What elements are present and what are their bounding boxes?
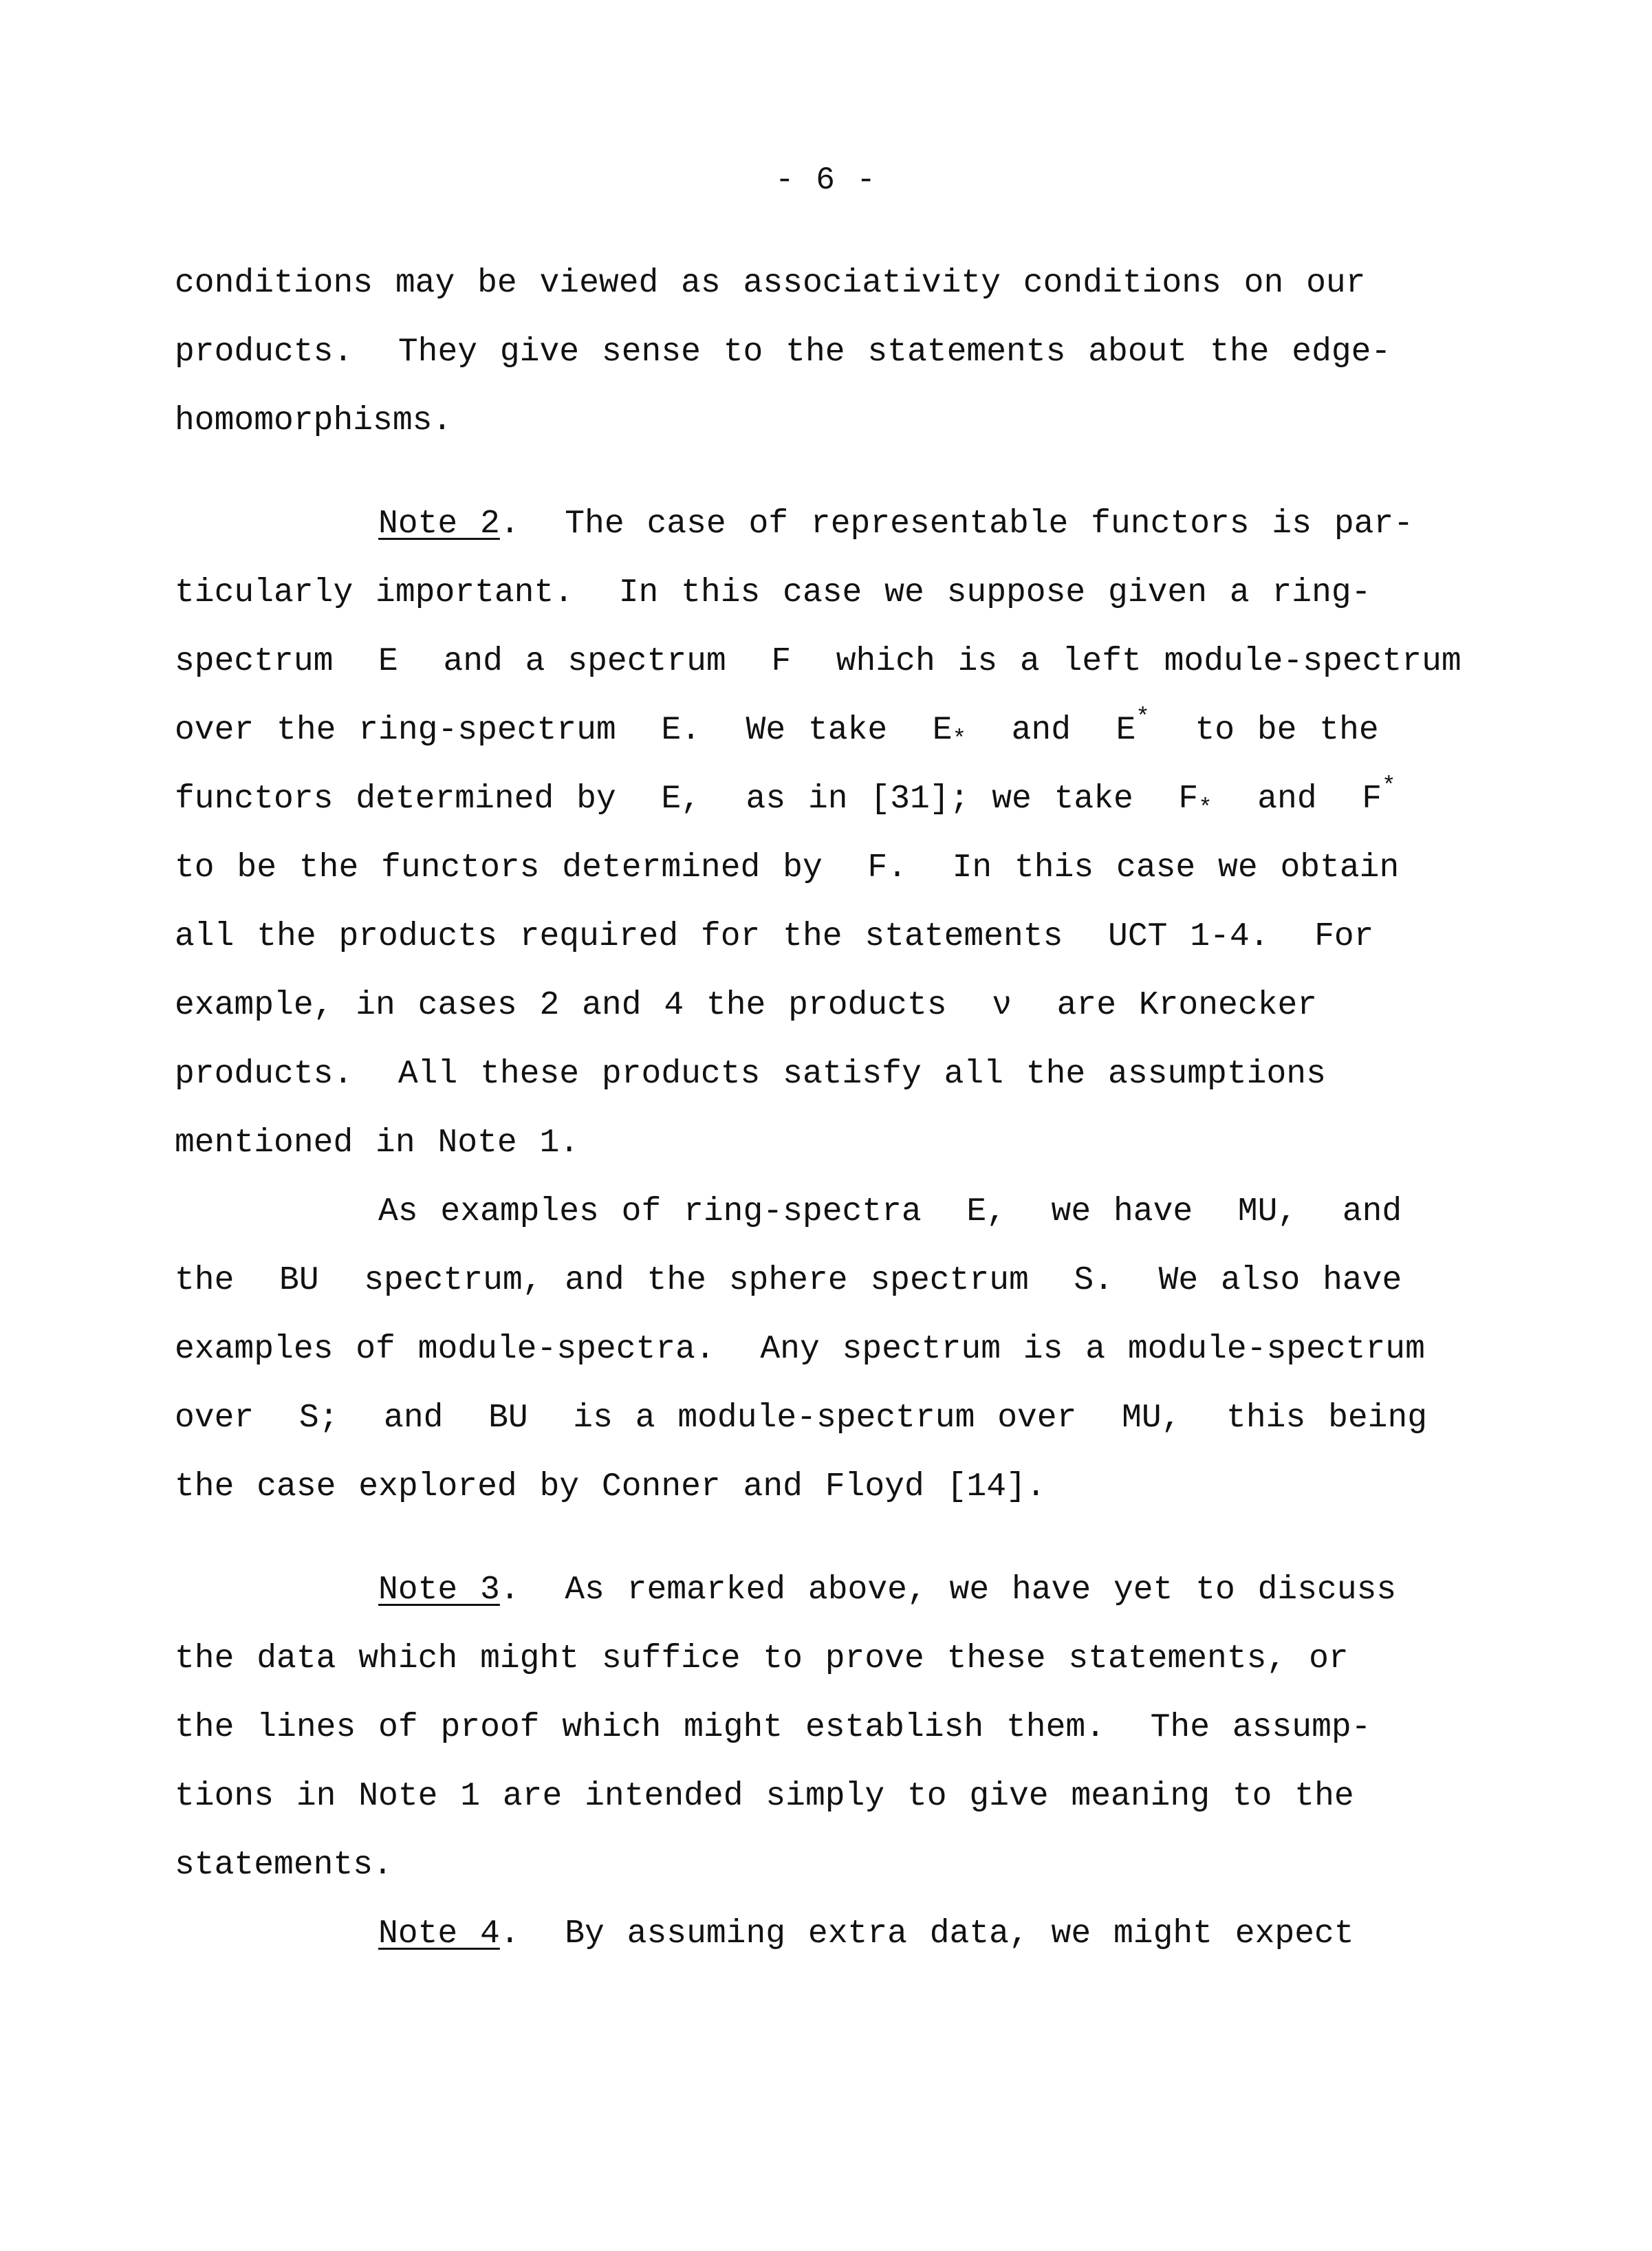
note-4-text: . By assuming extra data, we might expect	[499, 1915, 1354, 1953]
text-span: and E	[966, 712, 1136, 749]
note-2-text: . The case of representable functors is par-	[499, 505, 1414, 543]
text-line: the lines of proof which might establish them. The assump-	[175, 1709, 1371, 1746]
lower-star-symbol: *	[1198, 796, 1213, 822]
text-line: the data which might suffice to prove these statements, or	[175, 1640, 1349, 1677]
text-line: As examples of ring-spectra E, we have MU, and	[378, 1193, 1402, 1230]
text-line: statements.	[175, 1847, 393, 1884]
text-line: spectrum E and a spectrum F which is a left module-spectrum	[175, 643, 1461, 680]
page-number: - 6 -	[774, 162, 878, 198]
lower-star-symbol: *	[952, 727, 966, 753]
text-line: mentioned in Note 1.	[175, 1124, 580, 1162]
text-span: over the ring-spectrum E. We take E	[175, 712, 953, 749]
note-2-label: Note 2	[378, 505, 500, 543]
text-line: products. They give sense to the statements about the edge-	[175, 334, 1391, 371]
note-3-label: Note 3	[378, 1572, 500, 1609]
text-span: to be the	[1149, 712, 1379, 749]
text-line: products. All these products satisfy all the assumptions	[175, 1056, 1326, 1093]
text-line-with-symbols	[175, 774, 1396, 822]
text-span: functors determined by E, as in [31]; we take F	[175, 781, 1199, 818]
text-line: tions in Note 1 are intended simply to give meaning to the	[175, 1778, 1354, 1815]
note-4-line	[378, 1913, 1354, 1955]
text-line: ticularly important. In this case we suppose given a ring-	[175, 574, 1371, 611]
note-3-line	[378, 1569, 1396, 1611]
text-line: over S; and BU is a module-spectrum over MU, this being	[175, 1400, 1428, 1437]
note-2-line	[378, 503, 1413, 545]
text-line-with-symbols	[175, 705, 1379, 753]
note-4-label: Note 4	[378, 1915, 500, 1953]
note-3-text: . As remarked above, we have yet to discuss	[499, 1572, 1397, 1609]
upper-star-symbol: *	[1135, 705, 1150, 731]
text-line: all the products required for the statements UCT 1-4. For	[175, 918, 1374, 955]
text-line: homomorphisms.	[175, 402, 453, 439]
text-line: examples of module-spectra. Any spectrum is a module-spectrum	[175, 1331, 1425, 1368]
text-line: the BU spectrum, and the sphere spectrum S. We also have	[175, 1262, 1402, 1299]
text-line: example, in cases 2 and 4 the products ν are Kronecker	[175, 987, 1318, 1024]
text-span: and F	[1212, 781, 1382, 818]
text-line: conditions may be viewed as associativity conditions on our	[175, 265, 1366, 302]
text-line: the case explored by Conner and Floyd [14].	[175, 1468, 1046, 1505]
upper-star-symbol: *	[1382, 774, 1396, 800]
text-line: to be the functors determined by F. In this case we obtain	[175, 849, 1400, 887]
